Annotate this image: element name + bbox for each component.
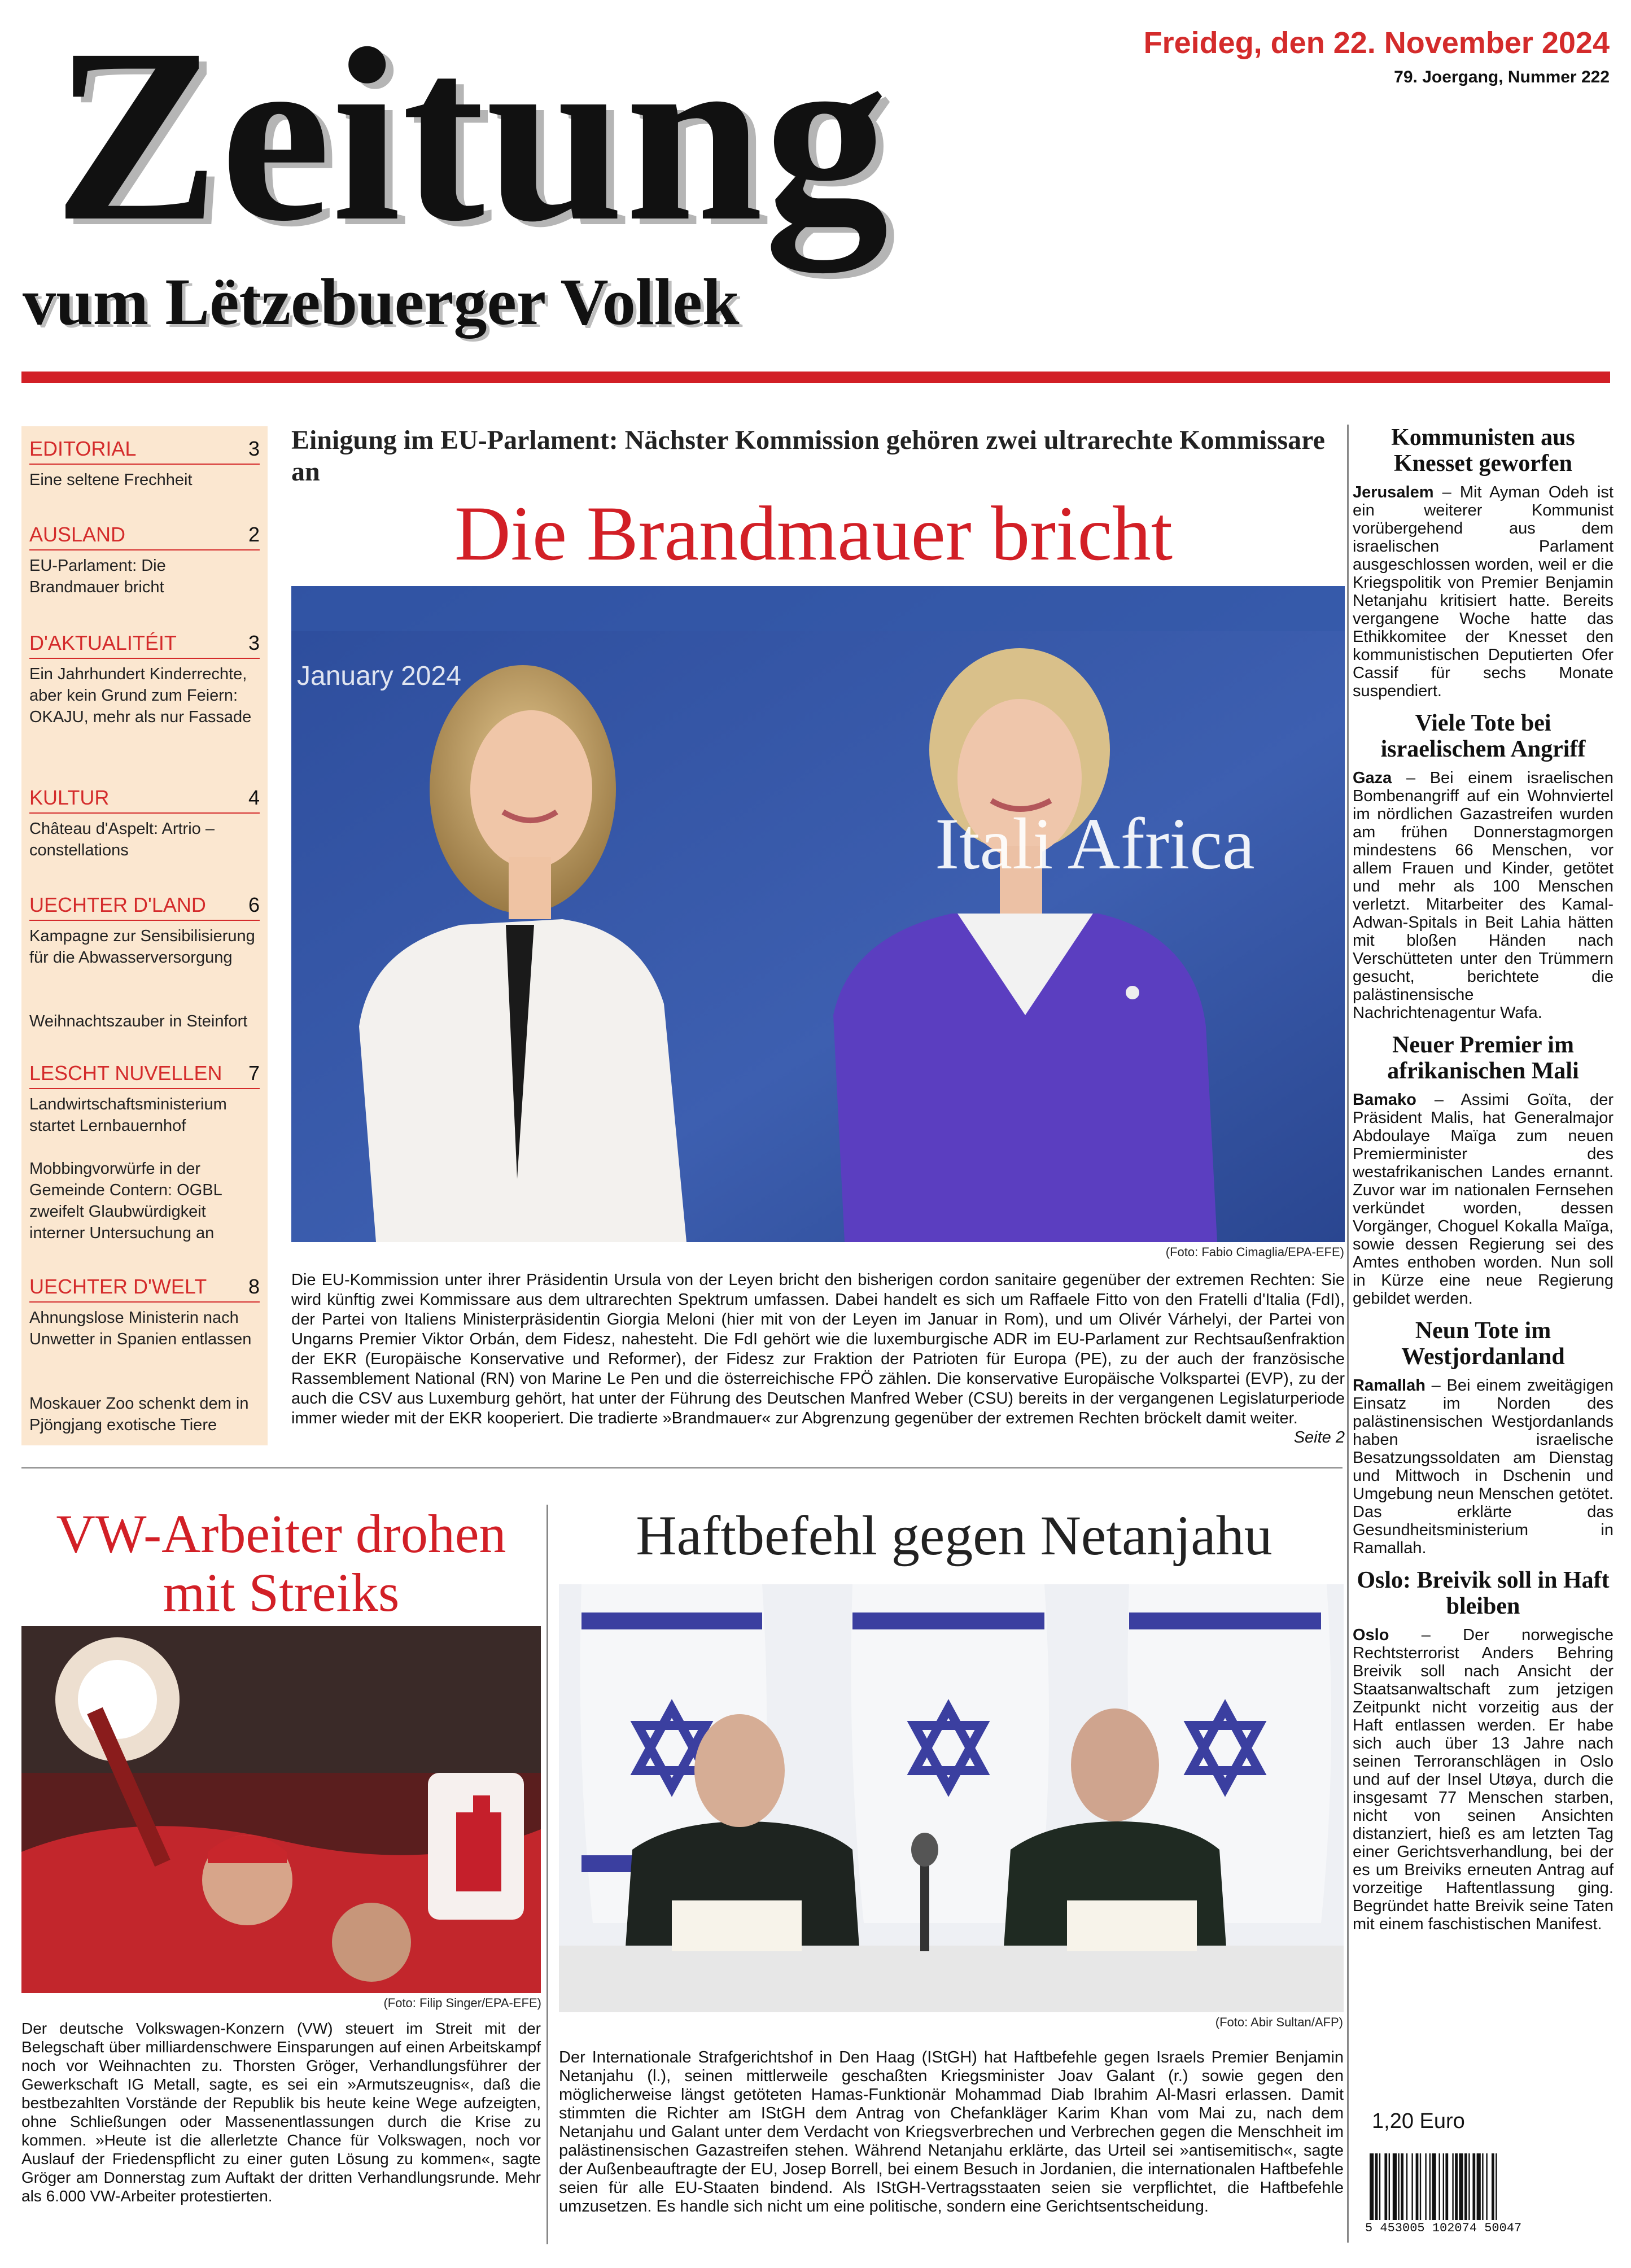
lead-body — [291, 1270, 1345, 1428]
index-page-number: 3 — [248, 437, 260, 460]
barcode-bar — [1384, 2153, 1387, 2220]
vw-photo[interactable] — [21, 1626, 541, 1993]
index-item[interactable]: Kampagne zur Sensibilisierung für die Abwasserversorgung — [29, 927, 255, 967]
issue-date: Freideg, den 22. November 2024 — [1143, 26, 1610, 60]
lead-photo-credit: (Foto: Fabio Cimaglia/EPA-EFE) — [1165, 1245, 1344, 1259]
barcode-bar — [1398, 2153, 1399, 2220]
barcode-bar — [1472, 2153, 1475, 2220]
barcode-bar — [1429, 2153, 1431, 2220]
index-divider — [29, 920, 260, 921]
brief-dateline: Bamako — [1353, 1091, 1416, 1109]
index-item[interactable]: Weihnachtszauber in Steinfort — [29, 1012, 248, 1030]
barcode-bar — [1432, 2153, 1436, 2220]
barcode-bar — [1393, 2153, 1397, 2220]
index-divider — [29, 464, 260, 465]
lead-page-ref[interactable]: Seite 2 — [1293, 1428, 1345, 1447]
barcode-bar — [1486, 2153, 1487, 2220]
index-section-editorial[interactable] — [29, 436, 260, 461]
index-section-label: UECHTER D'WELT — [29, 1275, 207, 1298]
brief-text: – Bei einem israelischen Bombenangriff auf ein Wohnviertel im nördlichen Gazastreifen wurden am frühen Donnerstagmorgen mindestens 66 Menschen, vor allem Frauen und Kinder, getötet und mehr als 100 Menschen verletzt. Mitarbeiter des Kamal-Adwan-Spitals in Beit Lahia hätten mit bloßen Händen nach Verschütteten unter den Trümmern gesucht, berichtete die palästinensische Nachrichtenagentur Wafa. — [1353, 769, 1613, 1022]
index-section-label: LESCHT NUVELLEN — [29, 1061, 222, 1085]
index-divider — [29, 812, 260, 814]
barcode-bar — [1445, 2153, 1448, 2220]
index-section-label: D'AKTUALITÉIT — [29, 631, 177, 654]
news-brief — [1353, 1318, 1613, 1557]
barcode-bar — [1401, 2153, 1403, 2220]
index-section-label: UECHTER D'LAND — [29, 893, 206, 916]
masthead-rule — [21, 372, 1610, 383]
brief-headline[interactable]: Neun Tote im Westjordanland — [1401, 1318, 1565, 1370]
barcode-bar — [1464, 2153, 1467, 2220]
barcode-bar — [1420, 2153, 1421, 2220]
brief-headline[interactable]: Viele Tote bei israelischem Angriff — [1380, 710, 1586, 762]
index-divider — [29, 1301, 260, 1303]
brief-dateline: Gaza — [1353, 769, 1392, 787]
barcode-bar — [1425, 2153, 1426, 2220]
index-page-number: 2 — [248, 523, 260, 546]
index-item[interactable]: Mobbingvorwürfe in der Gemeinde Contern: OGBL zweifelt Glaubwürdigkeit interner Untersuchung an — [29, 1160, 222, 1242]
barcode-bar — [1389, 2153, 1390, 2220]
lead-photo[interactable] — [291, 586, 1345, 1242]
barcode — [1365, 2151, 1613, 2236]
barcode-bar — [1477, 2153, 1481, 2220]
barcode-bar — [1468, 2153, 1470, 2220]
news-brief — [1353, 425, 1613, 700]
index-item[interactable]: Moskauer Zoo schenkt dem in Pjöngjang exotische Tiere — [29, 1395, 249, 1434]
index-page-number: 7 — [248, 1061, 260, 1085]
barcode-bar — [1375, 2153, 1378, 2220]
index-section-label: AUSLAND — [29, 523, 126, 546]
news-brief — [1353, 710, 1613, 1022]
section-divider — [21, 1467, 1343, 1469]
index-box — [21, 426, 268, 1445]
right-news-column — [1353, 425, 1613, 1943]
barcode-bar — [1492, 2153, 1494, 2220]
netanjahu-photo[interactable] — [559, 1584, 1344, 2012]
index-page-number: 8 — [248, 1275, 260, 1298]
netanjahu-photo-credit: (Foto: Abir Sultan/AFP) — [1215, 2015, 1343, 2029]
barcode-bar — [1496, 2153, 1497, 2220]
index-divider — [29, 549, 260, 550]
index-section-kultur[interactable] — [29, 785, 260, 810]
barcode-bar — [1455, 2153, 1458, 2220]
netanjahu-headline[interactable]: Haftbefehl gegen Netanjahu — [636, 1504, 1273, 1567]
index-item[interactable]: Ein Jahrhundert Kinderrechte, aber kein Grund zum Feiern: OKAJU, mehr als nur Fassade — [29, 665, 252, 726]
index-divider — [29, 658, 260, 659]
netanjahu-body: Der Internationale Strafgerichtshof in Den Haag (IStGH) hat Haftbefehle gegen Israels Premier Benjamin Netanjahu (l.), seinen mittlerweile geschaßten Kriegsminister Joav Galant (r.) sowie gegen den möglicherweise längst getöteten Hamas-Funktionär Mohammad Diab Ibrahim Al-Masri erlassen. Damit stimmten die Richter am IStGH dem Antrag von Chefankläger Karim Khan vom Mai zu, nach dem Netanjahu und Galant unter dem Verdacht von Kriegsverbrechen und Verbrechen gegen die Menschheit im palästinensischen Gazastreifen stehen. Während Netanjahu erklärte, das Urteil sei »antisemitisch«, sagte der Außenbeauftragte der EU, Josep Borrell, bei einem Besuch in Jordanien, die internationalen Haftbefehle seien für alle EU-Staaten bindend. Als IStGH-Vertragsstaaten seien sie verpflichtet, die Haftbefehle umzusetzen. Es handle sich nicht um eine politische, sondern eine Gerichtsentscheidung. — [559, 2048, 1344, 2215]
masthead-subtitle: vum Lëtzebuerger Vollek — [23, 265, 740, 339]
index-section-label: EDITORIAL — [29, 437, 137, 460]
barcode-bar — [1452, 2153, 1453, 2220]
index-item[interactable]: Château d'Aspelt: Artrio – constellations — [29, 820, 215, 859]
lead-kicker: Einigung im EU-Parlament: Nächster Kommission gehören zwei ultrarechte Kommissare an — [291, 425, 1325, 487]
barcode-bar — [1370, 2153, 1374, 2220]
vw-headline[interactable]: VW-Arbeiter drohen mit Streiks — [56, 1504, 506, 1623]
barcode-bar — [1443, 2153, 1444, 2220]
barcode-bar — [1411, 2153, 1413, 2220]
index-item[interactable]: EU-Parlament: Die Brandmauer bricht — [29, 557, 166, 596]
index-divider — [29, 1088, 260, 1089]
brief-headline[interactable]: Neuer Premier im afrikanischen Mali — [1387, 1032, 1579, 1084]
barcode-digits: 5 453005 102074 50047 — [1365, 2221, 1522, 2235]
barcode-bar — [1416, 2153, 1419, 2220]
column-divider — [546, 1505, 548, 2244]
barcode-bar — [1438, 2153, 1440, 2220]
brief-headline[interactable]: Kommunisten aus Knesset geworfen — [1391, 425, 1575, 477]
brief-text: – Assimi Goïta, der Präsident Malis, hat Generalmajor Abdoulaye Maïga zum neuen Premierminister des westafrikanischen Landes ernannt. Zuvor war im nationalen Fernsehen verkündet worden, dessen Vorgänger, Choguel Kokalla Maïga, sowie dessen Regierung sei des Amtes enthoben worden. Nun soll in Kürze eine neue Regierung gebildet werden. — [1353, 1091, 1613, 1308]
brief-text: – Bei einem zweitägigen Einsatz im Norden des palästinensischen Westjordanlands haben israelische Besatzungssoldaten am Dienstag und Mittwoch in Dschenin und Umgebung neun Menschen getötet. Das erklärte das Gesundheitsministerium in Ramallah. — [1353, 1376, 1613, 1557]
index-section-label: KULTUR — [29, 786, 110, 809]
lead-headline[interactable]: Die Brandmauer bricht — [454, 490, 1173, 576]
brief-text: – Der norwegische Rechtsterrorist Anders Behring Breivik soll nach Ansicht der Staatsanwaltschaft zum jetzigen Zeitpunkt nicht vorzeitig aus der Haft entlassen werden. Er habe sich auch über 13 Jahre nach seinen Terroranschlägen in Oslo und auf der Insel Utøya, durch die insgesamt 77 Menschen starben, nicht von seinen Ansichten distanziert, hieß es am letzten Tag einer Gerichtsverhandlung, bei der es um Breiviks erneuten Antrag auf vorzeitige Haftentlassung ging. Begründet hatte Breivik seine Taten mit einem faschistischen Manifest. — [1353, 1626, 1613, 1933]
barcode-bar — [1379, 2153, 1380, 2220]
index-section-aktualiteit[interactable] — [29, 631, 260, 656]
news-brief — [1353, 1032, 1613, 1308]
index-section-uechter-dland[interactable] — [29, 893, 260, 917]
index-item[interactable]: Landwirtschaftsministerium startet Lernbauernhof — [29, 1095, 227, 1135]
index-section-lescht-nuvellen[interactable] — [29, 1061, 260, 1086]
photo-sign-text: Itali Africa — [935, 803, 1255, 885]
issue-number: 79. Joergang, Nummer 222 — [1394, 68, 1610, 86]
index-section-uechter-dwelt[interactable] — [29, 1274, 260, 1299]
vw-photo-credit: (Foto: Filip Singer/EPA-EFE) — [383, 1996, 541, 2010]
index-item[interactable]: Ahnungslose Ministerin nach Unwetter in Spanien entlassen — [29, 1309, 252, 1348]
index-page-number: 4 — [248, 786, 260, 809]
barcode-bar — [1406, 2153, 1407, 2220]
barcode-bar — [1459, 2153, 1463, 2220]
masthead-title: Zeitung — [54, 0, 890, 273]
barcode-bar — [1482, 2153, 1483, 2220]
index-page-number: 3 — [248, 631, 260, 654]
column-divider — [1347, 425, 1349, 2243]
index-page-number: 6 — [248, 893, 260, 916]
photo-banner-text: January 2024 — [297, 661, 461, 691]
price-label: 1,20 Euro — [1372, 2109, 1465, 2133]
brief-dateline: Oslo — [1353, 1626, 1389, 1644]
brief-text: – Mit Ayman Odeh ist ein weiterer Kommunist vorübergehend aus dem israelischen Parlament ausgeschlossen worden, weil er die Kriegspolitik von Premier Benjamin Netanjahu kritisiert hatte. Bereits vergangene Woche hatte das Ethikkomitee der Knesset den kommunistischen Deputierten Ofer Cassif für sechs Monate suspendiert. — [1353, 483, 1613, 700]
lead-body-text: Die EU-Kommission unter ihrer Präsidentin Ursula von der Leyen bricht den bisherigen cordon sanitaire gegenüber der extremen Rechten: Sie wird künftig zwei Kommissare aus dem ultrarechten Spektrum umfassen. Dabei handelt es sich um Raffaele Fitto von den Fratelli d'Italia (FdI), der Partei von Italiens Ministerpräsidentin Giorgia Meloni (hier mit von der Leyen im Januar in Rom), und um Olivér Várhelyi, der Partei von Ungarns Premier Viktor Orbán, dem Fidesz, nahesteht. Die FdI gehört wie die luxemburgische ADR im EU-Parlament zur Rechtsaußenfraktion der EKR (Europäische Konservative und Reformer), der Fidesz zur Fraktion der Patrioten für Europa (PE), zu der auch der französische Rassemblement National (RN) von Marine Le Pen und die österreichische FPÖ zählen. Die konservative Europäische Volkspartei (EVP), zu der auch die CSV aus Luxemburg gehört, hat unter der Führung des Deutschen Manfred Weber (CSU) bereits in der vergangenen Legislaturperiode immer wieder mit der EKR kooperiert. Die tradierte »Brandmauer« zur Abgrenzung gegenüber der extremen Rechten bröckelt damit weiter. — [291, 1271, 1345, 1427]
vw-body: Der deutsche Volkswagen-Konzern (VW) steuert im Streit mit der Belegschaft über milliardenschwere Einsparungen auf einen Arbeitskampf noch vor Weihnachten zu. Thorsten Gröger, Verhandlungsführer der Gewerkschaft IG Metall, sagte, es sei ein »Armutszeugnis«, daß die bestbezahlten Vorstände der Republik bis heute keine Wege aufzeigten, ohne Schließungen oder Massenentlassungen durch die Krise zu kommen. »Heute ist die allerletzte Chance für Volkswagen, noch vor Auslauf der Friedenspflicht zu einer guten Lösung zu kommen«, sagte Gröger am Donnerstag zum Auftakt der dritten Verhandlungsrunde. Mehr als 6.000 VW-Arbeiter protestierten. — [21, 2020, 541, 2205]
news-brief — [1353, 1567, 1613, 1933]
index-item[interactable]: Eine seltene Frechheit — [29, 471, 193, 489]
brief-dateline: Jerusalem — [1353, 483, 1434, 501]
brief-headline[interactable]: Oslo: Breivik soll in Haft bleiben — [1357, 1567, 1610, 1619]
index-section-ausland[interactable] — [29, 522, 260, 547]
brief-dateline: Ramallah — [1353, 1376, 1426, 1395]
